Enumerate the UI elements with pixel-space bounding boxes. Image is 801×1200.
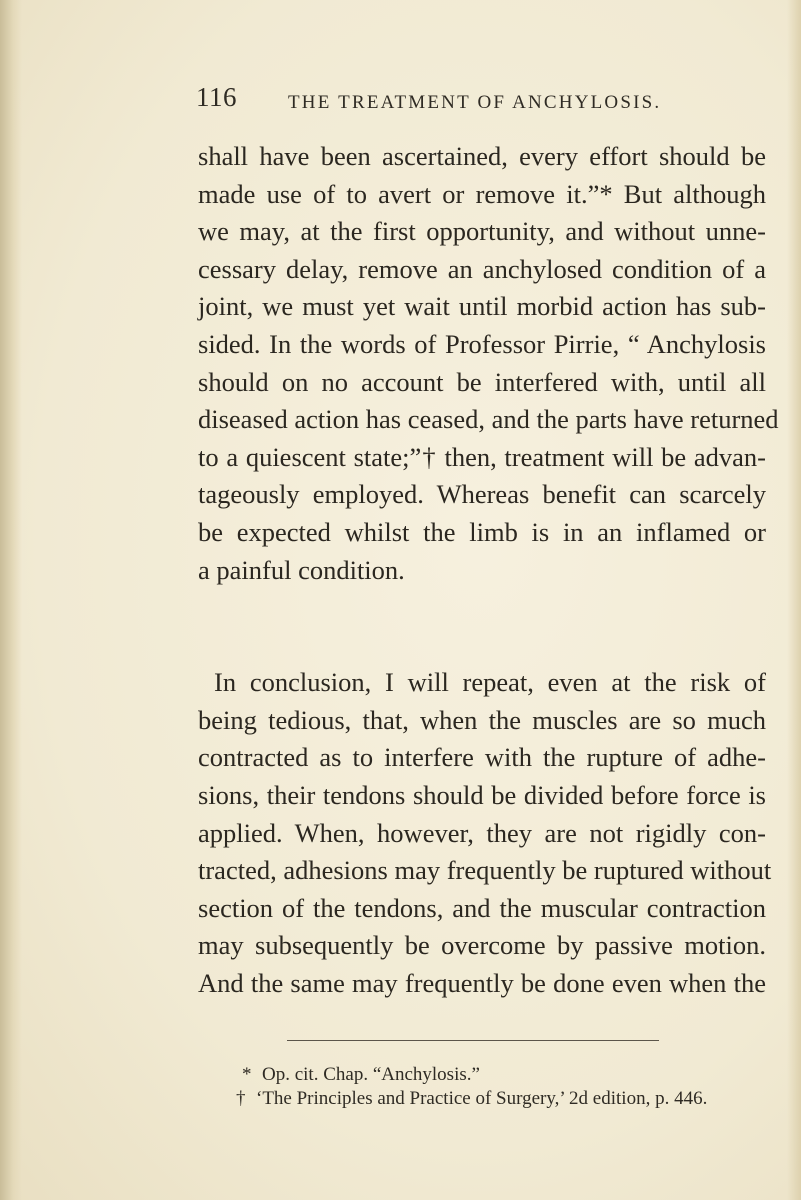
footnotes [236,1063,707,1111]
text-line: applied. When, however, they are not rigidly con- [198,817,766,848]
page-number: 116 [196,82,237,112]
text-line: made use of to avert or remove it.”* But although [198,178,766,209]
text-line: joint, we must yet wait until morbid action has sub- [198,291,766,322]
text-line: diseased action has ceased, and the parts have returned [198,404,779,435]
paragraph-1 [198,138,779,589]
text-line: shall have been ascertained, every effort should be [198,141,766,171]
running-title: THE TREATMENT OF ANCHYLOSIS. [288,92,662,113]
footnote-2 [236,1087,707,1111]
text-line: a painful condition. [198,554,405,585]
body-text [198,138,779,1002]
text-line: should on no account be interfered with, until all [198,366,766,397]
footnote-text: Op. cit. Chap. “Anchylosis.” [262,1064,480,1085]
text-line: In conclusion, I will repeat, even at the risk of [214,667,766,698]
footnote-mark: * [242,1064,252,1085]
footnote-rule [287,1040,659,1041]
text-line: sions, their tendons should be divided before force is [198,779,766,810]
text-line: And the same may frequently be done even when the [198,967,766,998]
binding-shadow [0,0,22,1200]
text-line: sided. In the words of Professor Pirrie, “ Anchylosis [198,328,766,359]
text-line: be expected whilst the limb is in an inflamed or [198,516,766,547]
text-line: tracted, adhesions may frequently be ruptured without [198,855,772,886]
footnote-1 [236,1063,707,1087]
paragraph-2 [198,664,772,1002]
text-line: cessary delay, remove an anchylosed condition of a [198,253,766,284]
footnote-text: ‘The Principles and Practice of Surgery,’ 2d edition, p. 446. [256,1088,708,1109]
text-line: to a quiescent state;”† then, treatment will be advan- [198,441,766,472]
page-edge [787,0,801,1200]
text-line: contracted as to interfere with the rupture of adhe- [198,742,766,773]
text-line: tageously employed. Whereas benefit can scarcely [198,479,766,510]
text-line: section of the tendons, and the muscular contraction [198,892,766,923]
footnote-mark: † [236,1088,246,1109]
text-line: may subsequently be overcome by passive motion. [198,930,766,961]
text-line: we may, at the first opportunity, and without unne- [198,216,766,247]
text-line: being tedious, that, when the muscles are so much [198,704,766,735]
